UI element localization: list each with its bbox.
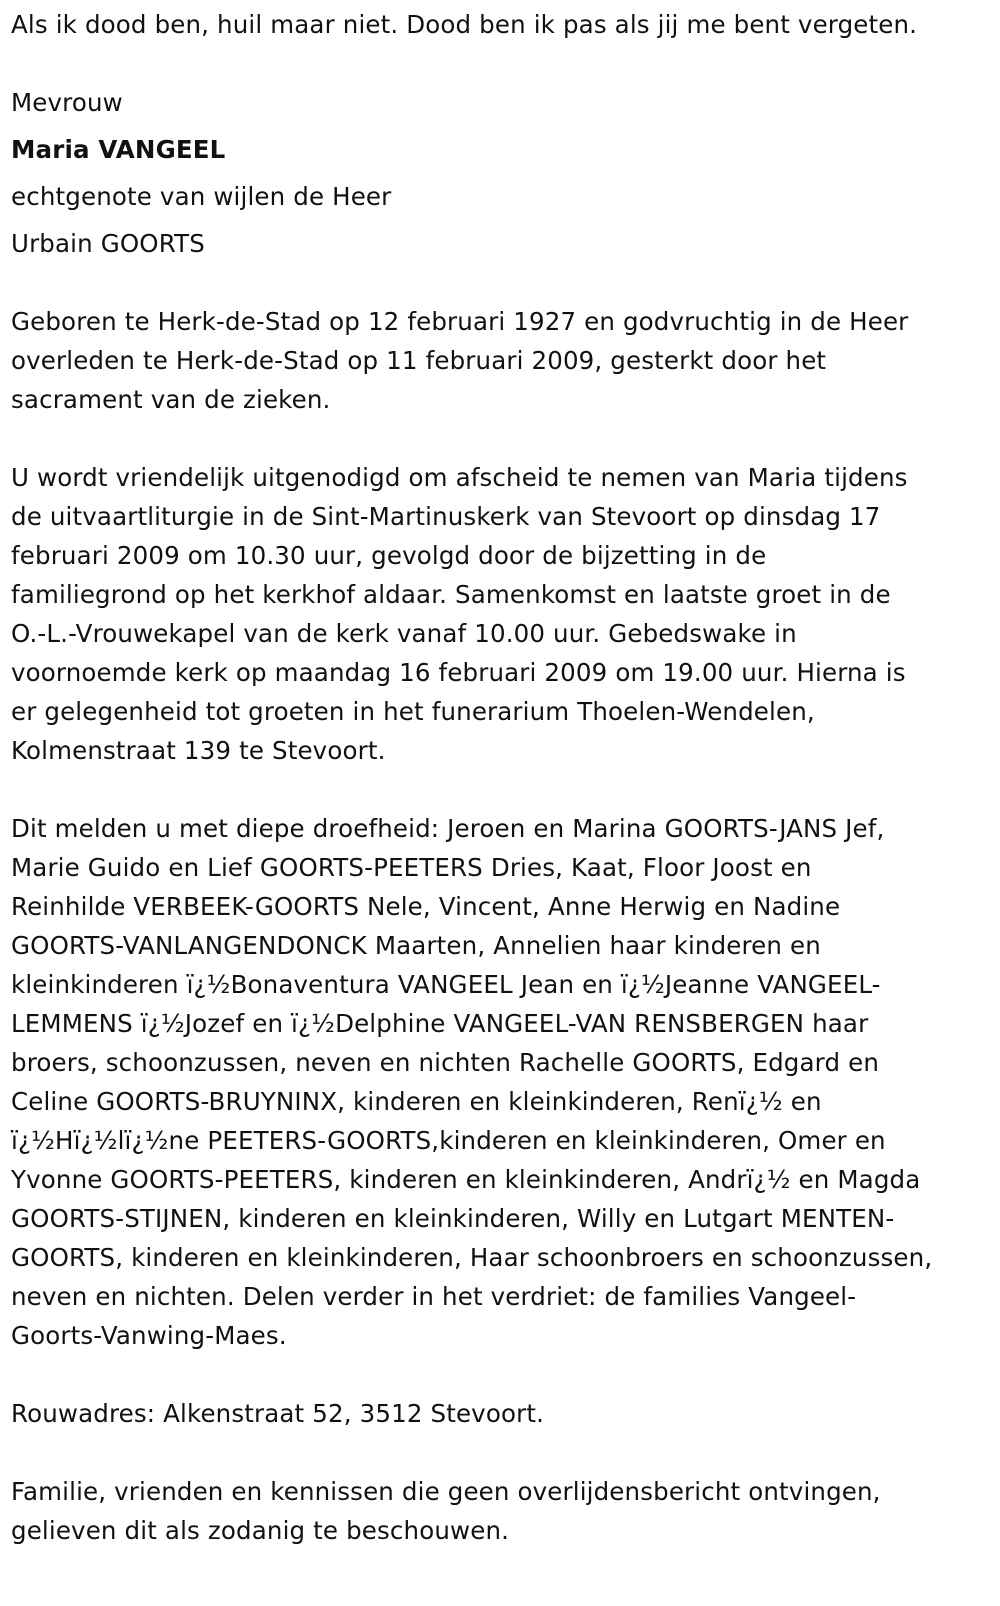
family-line: LEMMENS ï¿½Jozef en ï¿½Delphine VANGEEL-VAN RENSBERGEN haar [11, 1009, 869, 1038]
closing-line: Familie, vrienden en kennissen die geen overlijdensbericht ontvingen, [11, 1477, 881, 1506]
closing-line: gelieven dit als zodanig te beschouwen. [11, 1516, 510, 1545]
invitation-line: er gelegenheid tot groeten in het funerarium Thoelen-Wendelen, [11, 697, 815, 726]
family-line: Reinhilde VERBEEK-GOORTS Nele, Vincent, Anne Herwig en Nadine [11, 892, 841, 921]
invitation-line: februari 2009 om 10.30 uur, gevolgd door de bijzetting in de [11, 541, 767, 570]
family-line: Dit melden u met diepe droefheid: Jeroen en Marina GOORTS-JANS Jef, [11, 814, 885, 843]
birth-death-line: overleden te Herk-de-Stad op 11 februari 2009, gesterkt door het [11, 346, 827, 375]
relation: echtgenote van wijlen de Heer [11, 182, 392, 211]
family-line: neven en nichten. Delen verder in het verdriet: de families Vangeel- [11, 1282, 857, 1311]
invitation-line: Kolmenstraat 139 te Stevoort. [11, 736, 386, 765]
birth-death-line: sacrament van de zieken. [11, 385, 331, 414]
birth-death-line: Geboren te Herk-de-Stad op 12 februari 1927 en godvruchtig in de Heer [11, 307, 909, 336]
deceased-name: Maria VANGEEL [11, 135, 226, 164]
family-line: Celine GOORTS-BRUYNINX, kinderen en kleinkinderen, Renï¿½ en [11, 1087, 822, 1116]
family-line: ï¿½Hï¿½lï¿½ne PEETERS-GOORTS,kinderen en kleinkinderen, Omer en [11, 1126, 886, 1155]
family-line: Goorts-Vanwing-Maes. [11, 1321, 287, 1350]
family-line: GOORTS-STIJNEN, kinderen en kleinkinderen, Willy en Lutgart MENTEN- [11, 1204, 895, 1233]
family-line: GOORTS-VANLANGENDONCK Maarten, Annelien haar kinderen en [11, 931, 821, 960]
family-line: Marie Guido en Lief GOORTS-PEETERS Dries, Kaat, Floor Joost en [11, 853, 812, 882]
invitation-line: familiegrond op het kerkhof aldaar. Samenkomst en laatste groet in de [11, 580, 891, 609]
invitation-line: de uitvaartliturgie in de Sint-Martinuskerk van Stevoort op dinsdag 17 [11, 502, 881, 531]
quote: Als ik dood ben, huil maar niet. Dood ben ik pas als jij me bent vergeten. [11, 10, 918, 39]
mourning-address: Rouwadres: Alkenstraat 52, 3512 Stevoort. [11, 1399, 545, 1428]
invitation-line: U wordt vriendelijk uitgenodigd om afscheid te nemen van Maria tijdens [11, 463, 908, 492]
invitation-line: voornoemde kerk op maandag 16 februari 2009 om 19.00 uur. Hierna is [11, 658, 906, 687]
family-line: Yvonne GOORTS-PEETERS, kinderen en kleinkinderen, Andrï¿½ en Magda [11, 1165, 921, 1194]
family-line: broers, schoonzussen, neven en nichten Rachelle GOORTS, Edgard en [11, 1048, 879, 1077]
honorific: Mevrouw [11, 88, 123, 117]
spouse-name: Urbain GOORTS [11, 229, 205, 258]
invitation-line: O.-L.-Vrouwekapel van de kerk vanaf 10.00 uur. Gebedswake in [11, 619, 797, 648]
family-line: kleinkinderen ï¿½Bonaventura VANGEEL Jean en ï¿½Jeanne VANGEEL- [11, 970, 881, 999]
family-line: GOORTS, kinderen en kleinkinderen, Haar schoonbroers en schoonzussen, [11, 1243, 933, 1272]
